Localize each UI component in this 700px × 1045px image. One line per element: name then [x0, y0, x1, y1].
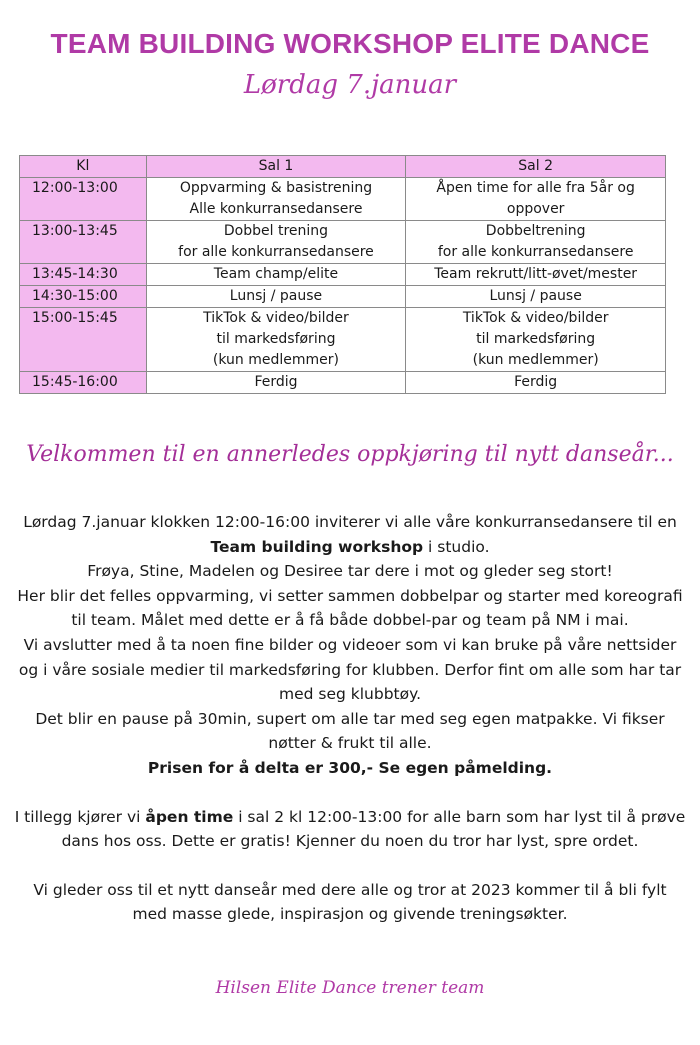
sal2-cell-line: Ferdig — [514, 374, 558, 390]
paragraph-program: Her blir det felles oppvarming, vi setter sammen dobbelpar og starter med koreografi til team. Målet med dette er å få både dobbel-par og team på NM i mai. — [17, 586, 683, 630]
price-line — [14, 756, 686, 781]
sal2-cell-line: TikTok & video/bilder — [462, 310, 609, 326]
column-header-sal2: Sal 2 — [406, 156, 666, 178]
sal2-cell-line: Dobbeltrening — [485, 223, 586, 239]
workshop-name: Team building workshop — [210, 537, 424, 556]
table-row — [20, 178, 666, 221]
event-date: Lørdag 7.januar — [243, 70, 457, 100]
paragraph-closing: Vi gleder oss til et nytt danseår med dere alle og tror at 2023 kommer til å bli fylt med masse glede, inspirasjon og givende treningsøkter. — [33, 880, 667, 924]
table-row — [20, 264, 666, 286]
sal2-cell — [406, 221, 666, 264]
invitation-text — [14, 510, 686, 927]
open-class-highlight: åpen time — [145, 807, 234, 826]
open-class-text-end: i sal 2 kl 12:00-13:00 for alle barn som har lyst til å prøve dans hos oss. Dette er gratis! Kjenner du noen du tror har lyst, spre ordet. — [61, 807, 686, 851]
sal2-cell-line: (kun medlemmer) — [472, 352, 599, 368]
column-header-time: Kl — [20, 156, 147, 178]
table-row — [20, 286, 666, 308]
sal1-cell-line: Lunsj / pause — [229, 288, 323, 304]
sal2-cell — [406, 178, 666, 221]
sal1-cell-line: (kun medlemmer) — [212, 352, 340, 368]
welcome-heading: Velkommen til en annerledes oppkjøring til nytt danseår... — [26, 442, 674, 467]
sal1-cell-line: Dobbel trening — [223, 223, 329, 239]
sal1-cell — [146, 372, 406, 394]
paragraph-media: Vi avslutter med å ta noen fine bilder og videoer som vi kan bruke på våre nettsider og i våre sosiale medier til markedsføring for klubben. Derfor fint om alle som har tar med seg klubbtøy. — [18, 635, 682, 704]
sal1-cell-line: Team champ/elite — [213, 266, 339, 282]
paragraph-intro — [14, 510, 686, 559]
column-header-sal1: Sal 1 — [146, 156, 406, 178]
paragraph-break: Det blir en pause på 30min, supert om alle tar med seg egen matpakke. Vi fikser nøtter & frukt til alle. — [35, 709, 665, 753]
page-title: TEAM BUILDING WORKSHOP ELITE DANCE — [50, 28, 650, 59]
table-row — [20, 308, 666, 372]
intro-text: Lørdag 7.januar klokken 12:00-16:00 inviterer vi alle våre konkurransedansere til en — [23, 513, 677, 531]
sal1-cell — [146, 221, 406, 264]
table-row — [20, 372, 666, 394]
paragraph-hosts: Frøya, Stine, Madelen og Desiree tar dere i mot og gleder seg stort! — [87, 562, 613, 581]
table-row — [20, 221, 666, 264]
paragraph-open-class — [14, 805, 686, 854]
sal1-cell-line: TikTok & video/bilder — [203, 310, 349, 326]
sal2-cell-line: Åpen time for alle fra 5år og oppover — [436, 180, 635, 217]
sal1-cell-line: til markedsføring — [216, 331, 336, 347]
sal1-cell — [146, 308, 406, 372]
time-cell: 12:00-13:00 — [20, 178, 147, 221]
time-cell: 13:00-13:45 — [20, 221, 147, 264]
sal2-cell — [406, 286, 666, 308]
sal1-cell-line: Oppvarming & basistrening — [179, 180, 373, 196]
open-class-text: I tillegg kjører vi — [14, 807, 146, 826]
sal2-cell-line: Team rekrutt/litt-øvet/mester — [434, 266, 638, 282]
sal1-cell-line: for alle konkurransedansere — [178, 244, 374, 260]
sal1-cell — [146, 178, 406, 221]
sal1-cell-line: Ferdig — [254, 374, 298, 390]
time-cell: 15:00-15:45 — [20, 308, 147, 372]
price-text: Prisen for å delta er 300,- Se egen påmelding. — [147, 758, 553, 777]
time-cell: 14:30-15:00 — [20, 286, 147, 308]
table-header-row — [20, 156, 666, 178]
schedule-table — [19, 155, 666, 394]
signoff: Hilsen Elite Dance trener team — [215, 978, 485, 998]
schedule-body — [20, 178, 666, 394]
sal2-cell-line: for alle konkurransedansere — [437, 244, 634, 260]
sal1-cell-line: Alle konkurransedansere — [189, 201, 363, 217]
intro-text-end: i studio. — [423, 537, 490, 556]
sal1-cell — [146, 286, 406, 308]
sal2-cell — [406, 264, 666, 286]
sal2-cell-line: til markedsføring — [476, 331, 596, 347]
sal2-cell — [406, 372, 666, 394]
time-cell: 13:45-14:30 — [20, 264, 147, 286]
sal2-cell-line: Lunsj / pause — [489, 288, 582, 304]
sal2-cell — [406, 308, 666, 372]
time-cell: 15:45-16:00 — [20, 372, 147, 394]
sal1-cell — [146, 264, 406, 286]
